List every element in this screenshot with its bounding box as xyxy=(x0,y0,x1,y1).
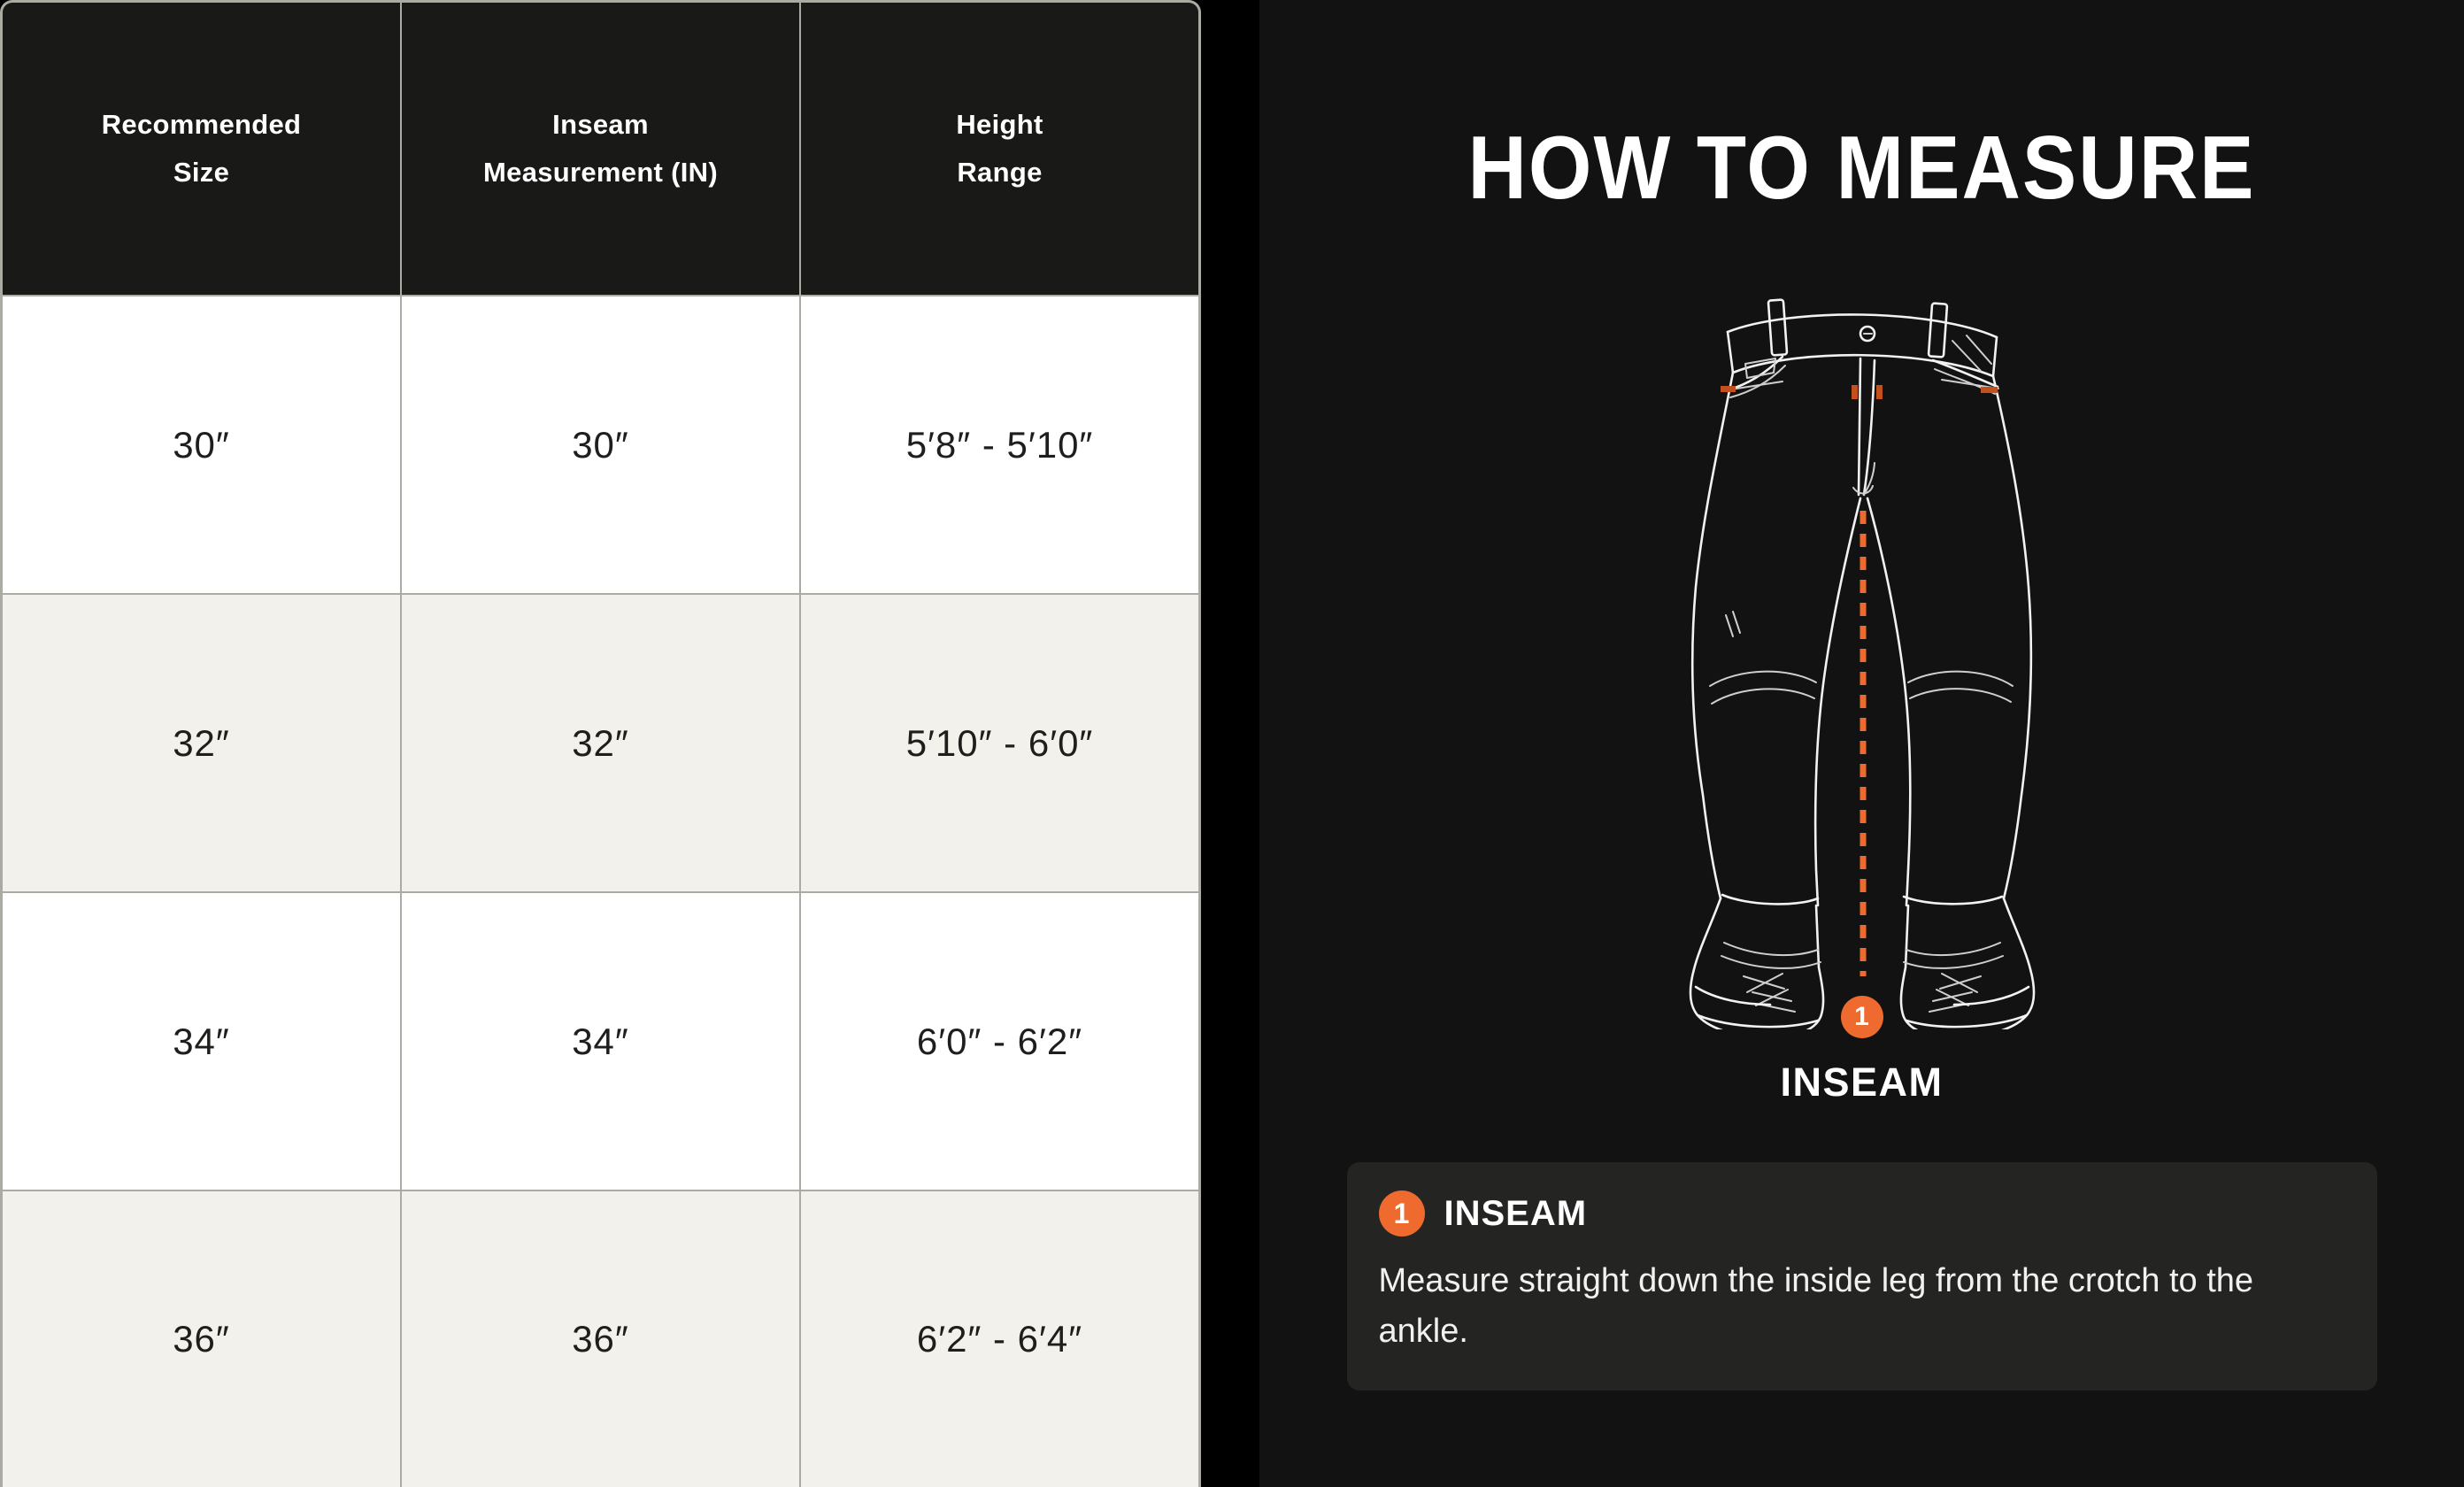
info-card-header xyxy=(1379,1190,2342,1237)
header-line: Measurement (IN) xyxy=(483,157,718,188)
cell-recommended-size: 34″ xyxy=(3,893,400,1190)
cell-height-range: 5′10″ - 6′0″ xyxy=(801,595,1198,891)
inseam-card-number-badge: 1 xyxy=(1379,1190,1425,1237)
column-header-recommended-size xyxy=(3,3,400,295)
cell-inseam-measurement: 36″ xyxy=(402,1191,799,1487)
cell-recommended-size: 30″ xyxy=(3,297,400,593)
column-header-height-range xyxy=(801,3,1198,295)
panel-title: HOW TO MEASURE xyxy=(1467,118,2256,219)
inseam-info-card xyxy=(1347,1162,2377,1391)
pants-illustration-icon xyxy=(1641,286,2083,1029)
cell-inseam-measurement: 34″ xyxy=(402,893,799,1190)
info-card-title: INSEAM xyxy=(1444,1193,1588,1233)
pants-fly xyxy=(1853,358,1875,495)
header-line: Recommended xyxy=(101,109,302,140)
column-header-inseam-measurement xyxy=(402,3,799,295)
inseam-diagram-label: INSEAM xyxy=(1780,1059,1944,1105)
header-line: Range xyxy=(957,157,1043,188)
inseam-number-badge: 1 xyxy=(1841,996,1883,1038)
cell-inseam-measurement: 30″ xyxy=(402,297,799,593)
header-line: Inseam xyxy=(552,109,649,140)
cell-recommended-size: 36″ xyxy=(3,1191,400,1487)
how-to-measure-panel xyxy=(1259,0,2464,1487)
header-line: Size xyxy=(173,157,230,188)
pants-waistband xyxy=(1728,299,1997,376)
header-line: Height xyxy=(956,109,1043,140)
cell-height-range: 6′2″ - 6′4″ xyxy=(801,1191,1198,1487)
cell-inseam-measurement: 32″ xyxy=(402,595,799,891)
cell-height-range: 6′0″ - 6′2″ xyxy=(801,893,1198,1190)
cell-recommended-size: 32″ xyxy=(3,595,400,891)
info-card-description: Measure straight down the inside leg from the crotch to the ankle. xyxy=(1378,1262,2254,1350)
cell-height-range: 5′8″ - 5′10″ xyxy=(801,297,1198,593)
size-chart-table xyxy=(0,0,1201,1487)
